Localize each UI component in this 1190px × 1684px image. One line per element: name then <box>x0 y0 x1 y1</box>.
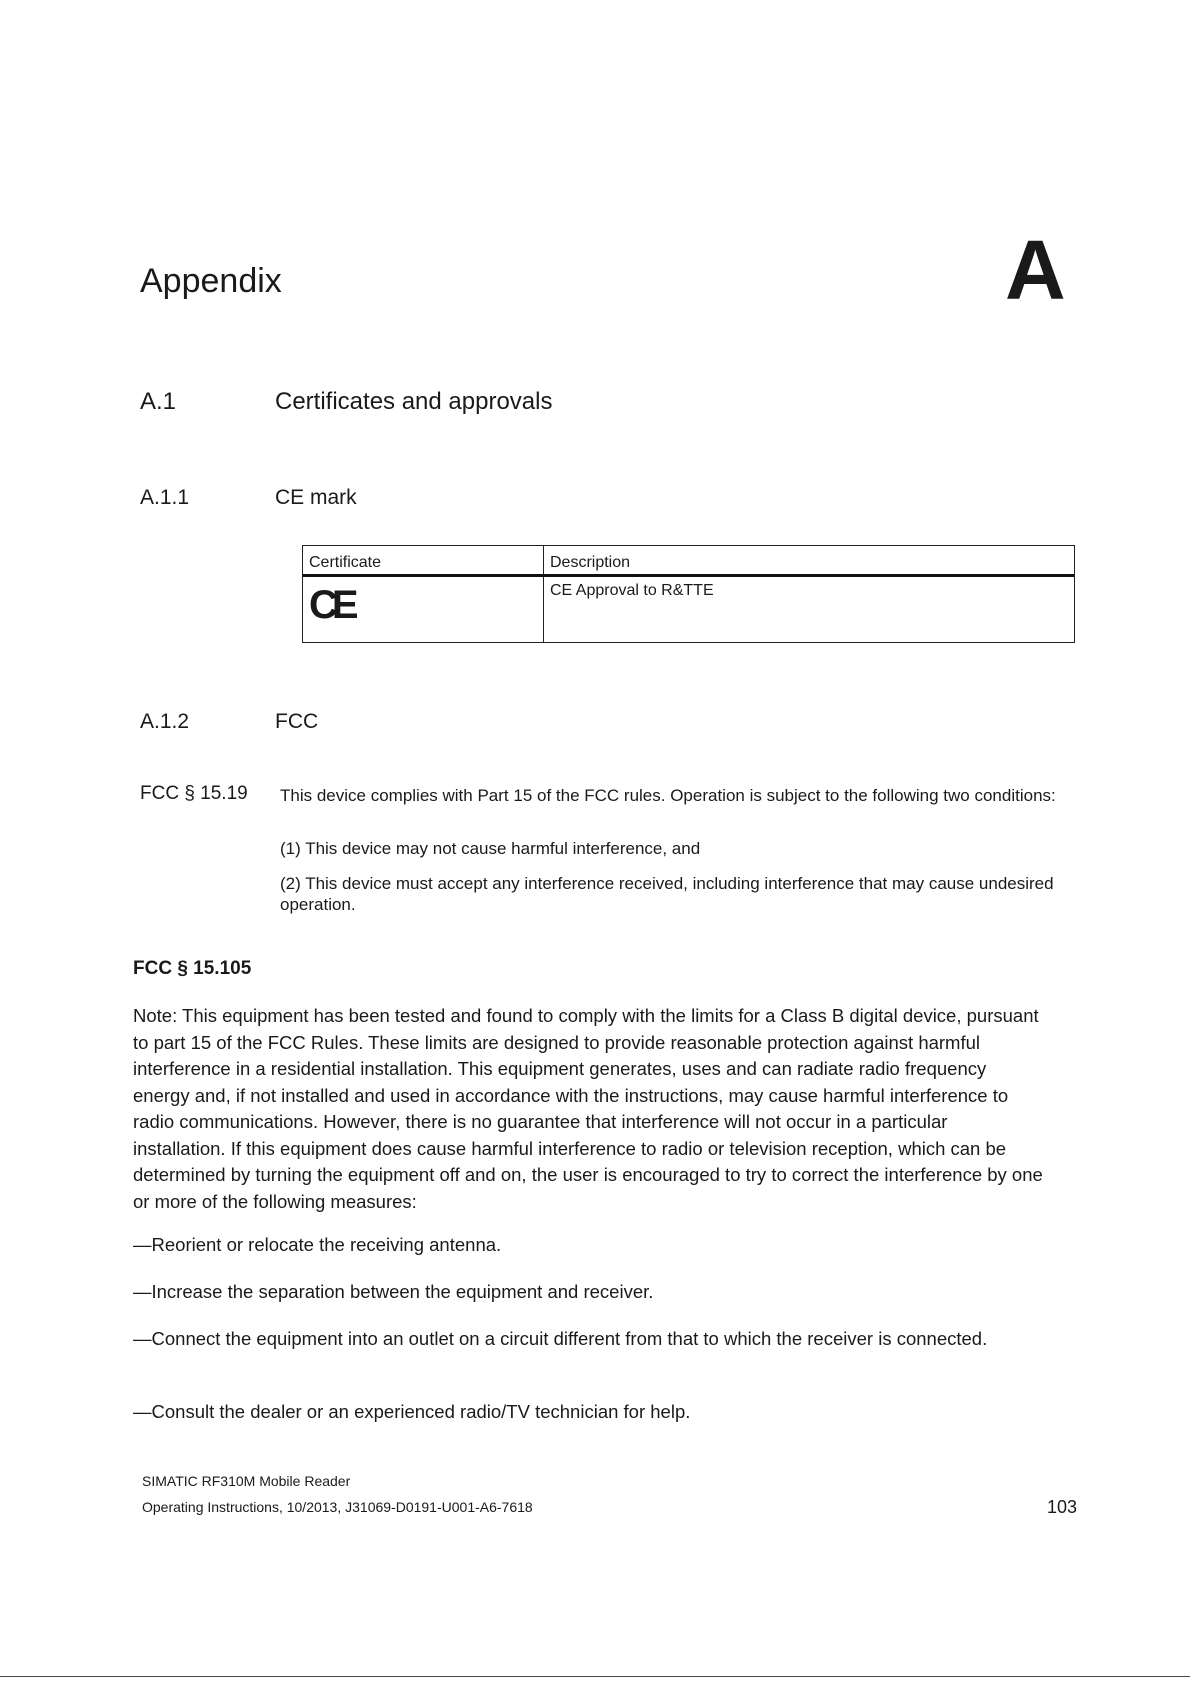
fcc-1519-condition-1: (1) This device may not cause harmful interference, and <box>280 839 701 858</box>
ce-section-title: CE mark <box>275 486 357 509</box>
table-header-certificate: Certificate <box>303 546 544 577</box>
page-number: 103 <box>1047 1497 1078 1517</box>
table-cell-description: CE Approval to R&TTE <box>550 582 714 599</box>
ce-mark-logo: CE <box>303 577 544 642</box>
fcc-1519-label: FCC § 15.19 <box>140 783 248 804</box>
section-title: Certificates and approvals <box>275 388 553 415</box>
section-number: A.1 <box>140 388 177 415</box>
fcc-section-title: FCC <box>275 710 319 733</box>
measure-item: —Increase the separation between the equipment and receiver. <box>133 1281 654 1302</box>
appendix-title: Appendix <box>140 262 282 300</box>
fcc-section-number: A.1.2 <box>140 710 190 733</box>
ce-section-number: A.1.1 <box>140 486 190 509</box>
fcc-15105-note: Note: This equipment has been tested and found to comply with the limits for a Class B digital device, pursuant to part 15 of the FCC Rules. These limits are designed to provide reasonable protection against harmful interference in a residential installation. This equipment generates, uses and can radiate radio frequency energy and, if not installed and used in accordance with the instructions, may cause harmful interference to radio communications. However, there is no guarantee that interference will not occur in a particular installation. If this equipment does cause harmful interference to radio or television reception, which can be determined by turning the equipment off and on, the user is encouraged to try to correct the interference by one or more of the following measures: <box>133 1005 1043 1212</box>
measure-item: —Consult the dealer or an experienced radio/TV technician for help. <box>133 1401 691 1422</box>
footer-doc-info: Operating Instructions, 10/2013, J31069-D0191-U001-A6-7618 <box>142 1499 533 1515</box>
measure-item: —Connect the equipment into an outlet on a circuit different from that to which the receiver is connected. <box>133 1328 988 1349</box>
fcc-1519-paragraph: This device complies with Part 15 of the FCC rules. Operation is subject to the following two conditions: <box>280 786 1056 805</box>
footer-product: SIMATIC RF310M Mobile Reader <box>142 1473 351 1489</box>
ce-table <box>302 545 1075 643</box>
table-header-description: Description <box>544 546 1074 577</box>
fcc-15105-heading: FCC § 15.105 <box>133 958 252 979</box>
measure-item: —Reorient or relocate the receiving antenna. <box>133 1234 502 1255</box>
fcc-1519-condition-2: (2) This device must accept any interference received, including interference that may cause undesired operation. <box>280 874 1054 914</box>
bottom-edge-rule <box>0 1676 1190 1677</box>
appendix-letter: A <box>1005 223 1066 317</box>
